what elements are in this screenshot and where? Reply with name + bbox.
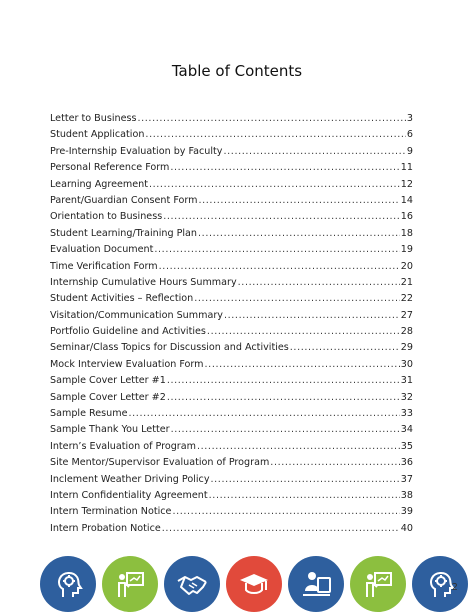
toc-entry-label: Evaluation Document [50,244,154,256]
toc-entry[interactable] [50,177,413,193]
toc-leader-dots [154,242,399,258]
toc-entry-label: Personal Reference Form [50,162,170,174]
toc-entry-label: Seminar/Class Topics for Discussion and Activities [50,342,289,354]
toc-leader-dots [171,422,400,438]
toc-leader-dots [145,127,405,143]
toc-leader-dots [137,111,405,127]
toc-leader-dots [205,357,400,373]
toc-entry-page: 37 [400,473,413,485]
presenter-board-icon [350,556,406,612]
toc-entry-page: 6 [406,129,413,141]
handshake-icon [164,556,220,612]
toc-entry-label: Student Application [50,129,145,141]
page-title: Table of Contents [171,62,303,80]
toc-entry-page: 3 [406,113,413,124]
toc-leader-dots [270,455,399,471]
toc-leader-dots [129,406,400,422]
classroom-icon [288,556,344,612]
table-of-contents [50,111,413,537]
toc-entry[interactable] [50,504,413,520]
toc-entry-page: 36 [400,457,413,469]
toc-entry-page: 21 [400,276,413,288]
toc-entry-label: Intern Probation Notice [50,522,161,534]
toc-entry[interactable] [50,521,413,537]
toc-entry[interactable] [50,422,413,438]
toc-entry-page: 20 [400,260,413,272]
toc-leader-dots [211,472,400,488]
toc-entry-label: Intern’s Evaluation of Program [50,440,196,452]
toc-leader-dots [163,209,400,225]
toc-entry-label: Sample Cover Letter #2 [50,391,166,403]
presenter-board-icon [102,556,158,612]
toc-entry-label: Sample Thank You Letter [50,424,170,436]
toc-leader-dots [197,439,400,455]
graduation-cap-icon [226,556,282,612]
toc-entry-page: 30 [400,358,413,370]
toc-leader-dots [149,177,400,193]
toc-entry[interactable] [50,209,413,225]
toc-entry-page: 18 [400,227,413,239]
toc-entry[interactable] [50,308,413,324]
toc-entry-page: 31 [400,375,413,387]
toc-leader-dots [172,504,399,520]
toc-leader-dots [198,193,399,209]
toc-leader-dots [167,373,400,389]
toc-entry-label: Visitation/Communication Summary [50,309,223,321]
toc-entry-page: 22 [400,293,413,305]
toc-entry-label: Learning Agreement [50,178,148,190]
toc-entry-label: Mock Interview Evaluation Form [50,358,204,370]
toc-entry-label: Orientation to Business [50,211,163,223]
toc-entry-page: 12 [400,178,413,190]
toc-entry[interactable] [50,340,413,356]
toc-leader-dots [162,521,400,537]
toc-entry-label: Student Activities – Reflection [50,293,194,305]
toc-entry[interactable] [50,127,413,143]
toc-entry[interactable] [50,455,413,471]
toc-entry[interactable] [50,193,413,209]
toc-entry-label: Pre-Internship Evaluation by Faculty [50,145,223,157]
toc-entry-label: Intern Termination Notice [50,506,172,518]
toc-entry-label: Sample Resume [50,408,128,420]
toc-entry-page: 34 [400,424,413,436]
toc-entry-page: 11 [400,162,413,174]
footer-icon-row [40,556,468,612]
page-number: 2 [451,582,458,593]
toc-entry[interactable] [50,324,413,340]
toc-entry-page: 27 [400,309,413,321]
toc-leader-dots [207,324,400,340]
toc-leader-dots [224,144,406,160]
toc-entry[interactable] [50,439,413,455]
toc-leader-dots [209,488,400,504]
toc-entry-label: Inclement Weather Driving Policy [50,473,210,485]
toc-entry[interactable] [50,160,413,176]
toc-entry-page: 29 [400,342,413,354]
toc-entry-page: 39 [400,506,413,518]
toc-entry[interactable] [50,259,413,275]
toc-entry-page: 9 [406,145,413,157]
toc-entry[interactable] [50,111,413,127]
toc-entry-page: 40 [400,522,413,534]
toc-entry[interactable] [50,226,413,242]
toc-entry-page: 14 [400,194,413,206]
toc-entry-label: Student Learning/Training Plan [50,227,198,239]
toc-entry-page: 38 [400,489,413,501]
toc-entry-label: Intern Confidentiality Agreement [50,489,208,501]
gear-head-icon [412,556,468,612]
toc-leader-dots [159,259,400,275]
toc-entry[interactable] [50,357,413,373]
toc-leader-dots [198,226,400,242]
toc-leader-dots [170,160,399,176]
toc-entry[interactable] [50,242,413,258]
toc-entry-label: Letter to Business [50,113,137,124]
toc-leader-dots [167,390,400,406]
toc-entry[interactable] [50,373,413,389]
toc-entry-page: 28 [400,326,413,338]
toc-entry-page: 19 [400,244,413,256]
gear-head-icon [40,556,96,612]
toc-entry-label: Parent/Guardian Consent Form [50,194,198,206]
toc-leader-dots [224,308,400,324]
toc-entry-page: 33 [400,408,413,420]
toc-entry[interactable] [50,390,413,406]
toc-entry[interactable] [50,275,413,291]
toc-entry-label: Internship Cumulative Hours Summary [50,276,237,288]
toc-entry-label: Site Mentor/Supervisor Evaluation of Program [50,457,270,469]
toc-leader-dots [238,275,400,291]
toc-entry[interactable] [50,291,413,307]
toc-leader-dots [290,340,400,356]
toc-entry-label: Sample Cover Letter #1 [50,375,166,387]
toc-entry[interactable] [50,488,413,504]
toc-entry[interactable] [50,472,413,488]
toc-entry-label: Time Verification Form [50,260,158,272]
toc-entry[interactable] [50,406,413,422]
toc-entry-page: 32 [400,391,413,403]
toc-entry-page: 35 [400,440,413,452]
toc-entry-label: Portfolio Guideline and Activities [50,326,206,338]
toc-entry[interactable] [50,144,413,160]
toc-entry-page: 16 [400,211,413,223]
toc-leader-dots [194,291,400,307]
